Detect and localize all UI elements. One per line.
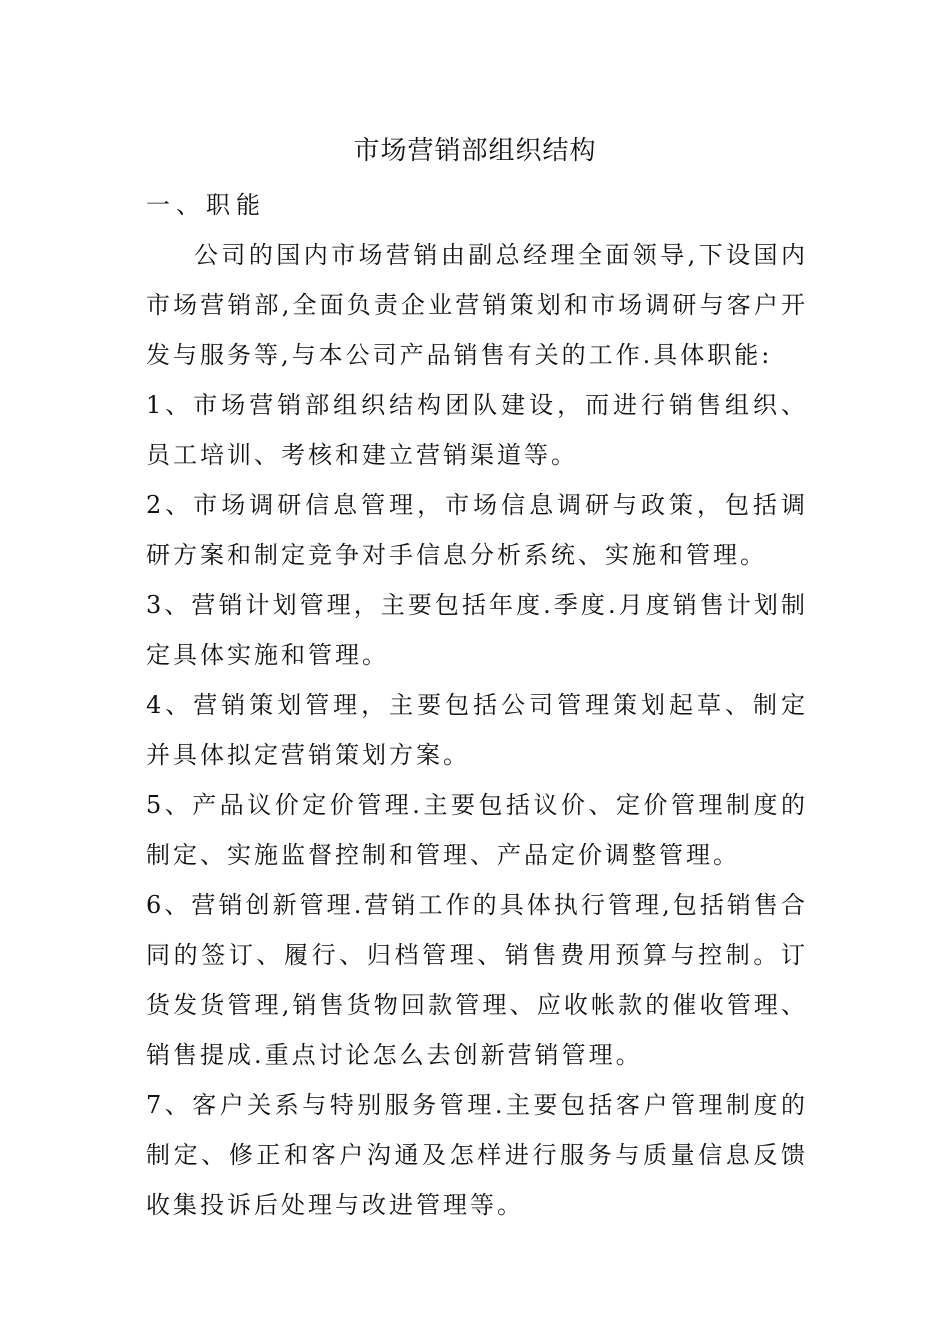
section-heading: 一、职能 [146, 191, 266, 219]
list-item: 2、市场调研信息管理，市场信息调研与政策，包括调研方案和制定竞争对手信息分析系统、实施和管理。 [146, 491, 808, 569]
list-item: 1、市场营销部组织结构团队建设，而进行销售组织、员工培训、考核和建立营销渠道等。 [146, 391, 808, 469]
document-body [146, 180, 808, 1230]
list-item: 7、客户关系与特别服务管理.主要包括客户管理制度的制定、修正和客户沟通及怎样进行服务与质量信息反馈收集投诉后处理与改进管理等。 [146, 1091, 808, 1219]
list-item: 3、营销计划管理，主要包括年度.季度.月度销售计划制定具体实施和管理。 [146, 591, 808, 669]
intro-paragraph: 公司的国内市场营销由副总经理全面领导,下设国内市场营销部,全面负责企业营销策划和市场调研与客户开发与服务等,与本公司产品销售有关的工作.具体职能: [146, 241, 808, 369]
document-title: 市场营销部组织结构 [353, 136, 597, 166]
list-item: 6、营销创新管理.营销工作的具体执行管理,包括销售合同的签订、履行、归档管理、销售费用预算与控制。订货发货管理,销售货物回款管理、应收帐款的催收管理、销售提成.重点讨论怎么去创新营销管理。 [146, 891, 808, 1069]
list-item: 5、产品议价定价管理.主要包括议价、定价管理制度的制定、实施监督控制和管理、产品定价调整管理。 [146, 791, 808, 869]
list-item: 4、营销策划管理，主要包括公司管理策划起草、制定并具体拟定营销策划方案。 [146, 691, 808, 769]
